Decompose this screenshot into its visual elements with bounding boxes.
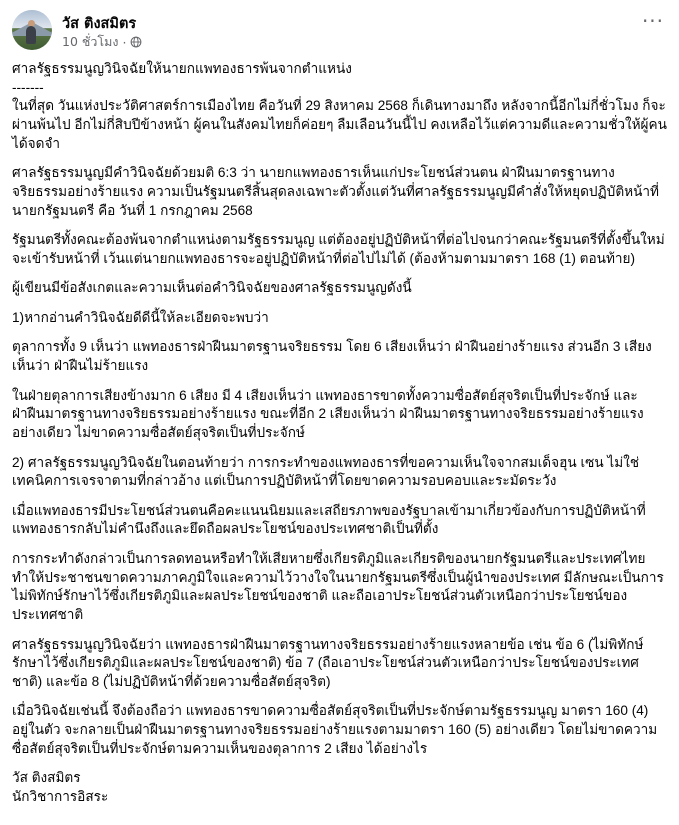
post-paragraph: ในที่สุด วันแห่งประวัติศาสตร์การเมืองไทย คือวันที่ 29 สิงหาคม 2568 ก็เดินทางมาถึง หลังจากนี้อีกไม่กี่ชั่วโมง ก็จะผ่านพ้นไป อีกไม่กี่สิบปีข้างหน้า ผู้คนในสังคมไทยก็ค่อยๆ ลืมเลือนวันนี้ไป คงเหลือไว้แต่ความดีและความชั่วให้ผู้คนได้จดจำ xyxy=(12,98,667,151)
globe-icon[interactable] xyxy=(130,36,142,48)
post-meta xyxy=(62,32,142,52)
post-paragraph: ในฝ่ายตุลาการเสียงข้างมาก 6 เสียง มี 4 เสียงเห็นว่า แพทองธารขาดทั้งความซื่อสัตย์สุจริตเป็นที่ประจักษ์ และฝ่าฝืนมาตรฐานทางจริยธรรมอย่างร้ายแรง ขณะที่อีก 2 เสียงเห็นว่า ฝ่าฝืนมาตรฐานทางจริยธรรมอย่างร้ายแรงอย่างเดียว ไม่ขาดความซื่อสัตย์สุจริตเป็นที่ประจักษ์ xyxy=(12,387,644,441)
post-paragraph: 1)หากอ่านคำวินิจฉัยดีดีนี้ให้ละเอียดจะพบว่า xyxy=(12,309,269,325)
post-paragraph: เมื่อวินิจฉัยเช่นนี้ จึงต้องถือว่า แพทองธารขาดความซื่อสัตย์สุจริตเป็นที่ประจักษ์ตามรัฐธรรมนูญ มาตรา 160 (4) อยู่ในตัว จะกลายเป็นฝ่าฝืนมาตรฐานทางจริยธรรมอย่างร้ายแรงตามมาตรา 160 (5) อย่างเดียว โดยไม่ขาดความซื่อสัตย์สุจริตเป็นที่ประจักษ์ตามความเห็นของตุลาการ 2 เสียง ได้อย่างไร xyxy=(12,703,658,756)
post-paragraph: รัฐมนตรีทั้งคณะต้องพ้นจากตำแหน่งตามรัฐธรรมนูญ แต่ต้องอยู่ปฏิบัติหน้าที่ต่อไปจนกว่าคณะรัฐมนตรีที่ตั้งขึ้นใหม่จะเข้ารับหน้าที่ เว้นแต่นายกแพทองธารจะอยู่ปฏิบัติหน้าที่ต่อไปไม่ได้ (ต้องห้ามตามมาตรา 168 (1) ตอนท้าย) xyxy=(12,232,665,266)
post-body xyxy=(12,60,667,807)
post-timestamp[interactable]: 10 ชั่วโมง xyxy=(62,34,119,49)
separator-dot: · xyxy=(122,34,127,50)
post-paragraph: ศาลรัฐธรรมนูญมีคำวินิจฉัยด้วยมติ 6:3 ว่า นายกแพทองธารเห็นแก่ประโยชน์ส่วนตน ฝ่าฝืนมาตรฐานทางจริยธรรมอย่างร้ายแรง ความเป็นรัฐมนตรีสิ้นสุดลงเฉพาะตัวตั้งแต่วันที่ศาลรัฐธรรมนูญมีคำสั่งให้หยุดปฏิบัติหน้าที่นายกรัฐมนตรี คือ วันที่ 1 กรกฎาคม 2568 xyxy=(12,165,659,218)
signature-title: นักวิชาการอิสระ xyxy=(12,789,109,805)
more-horizontal-icon[interactable]: ··· xyxy=(641,9,665,33)
post-paragraph: ตุลาการทั้ง 9 เห็นว่า แพทองธารฝ่าฝืนมาตรฐานจริยธรรม โดย 6 เสียงเห็นว่า ฝ่าฝืนอย่างร้ายแรง ส่วนอีก 3 เสียงเห็นว่า ฝ่าฝืนไม่ร้ายแรง xyxy=(12,339,652,374)
avatar[interactable] xyxy=(12,10,52,50)
signature-name: วัส ติงสมิตร xyxy=(12,770,81,786)
post-paragraph: การกระทำดังกล่าวเป็นการลดทอนหรือทำให้เสียหายซึ่งเกียรติภูมิและเกียรติของนายกรัฐมนตรีและประเทศไทย ทำให้ประชาชนขาดความภาคภูมิใจและความไว้วางใจในนายกรัฐมนตรีซึ่งเป็นผู้นำของประเทศ มีลักษณะเป็นการไม่พิทักษ์รักษาไว้ซึ่งเกียรติภูมิและผลประโยชน์ของชาติ และถือเอาประโยชน์ส่วนตัวเหนือกว่าประโยชน์ของประเทศชาติ xyxy=(12,550,664,623)
author-name[interactable]: วัส ติงสมิตร xyxy=(62,16,137,32)
post-divider-text: ------- xyxy=(12,79,44,95)
post-paragraph: ผู้เขียนมีข้อสังเกตและความเห็นต่อคำวินิจฉัยของศาลรัฐธรรมนูญดังนี้ xyxy=(12,280,412,296)
post-headline: ศาลรัฐธรรมนูญวินิจฉัยให้นายกแพทองธารพ้นจากตำแหน่ง xyxy=(12,61,352,76)
post-header xyxy=(12,10,667,50)
post-paragraph: เมื่อแพทองธารมีประโยชน์ส่วนตนคือคะแนนนิยมและเสถียรภาพของรัฐบาลเข้ามาเกี่ยวข้องกับการปฏิบัติหน้าที่ แพทองธารกลับไม่คำนึงถึงและยึดถือผลประโยชน์ของประเทศชาติเป็นที่ตั้ง xyxy=(12,502,646,537)
post-paragraph: ศาลรัฐธรรมนูญวินิจฉัยว่า แพทองธารฝ่าฝืนมาตรฐานทางจริยธรรมอย่างร้ายแรงหลายข้อ เช่น ข้อ 6 (ไม่พิทักษ์รักษาไว้ซึ่งเกียรติภูมิและผลประโยชน์ของชาติ) ข้อ 7 (ถือเอาประโยชน์ส่วนตัวเหนือกว่าประโยชน์ของประเทศชาติ) และข้อ 8 (ไม่ปฏิบัติหน้าที่ด้วยความซื่อสัตย์สุจริต) xyxy=(12,636,644,689)
post-paragraph: 2) ศาลรัฐธรรมนูญวินิจฉัยในตอนท้ายว่า การกระทำของแพทองธารที่ขอความเห็นใจจากสมเด็จฮุน เซน ไม่ใช่เทคนิคการเจรจาตามที่กล่าวอ้าง แต่เป็นการปฏิบัติหน้าที่โดยขาดความรอบคอบและระมัดระวัง xyxy=(12,454,640,489)
